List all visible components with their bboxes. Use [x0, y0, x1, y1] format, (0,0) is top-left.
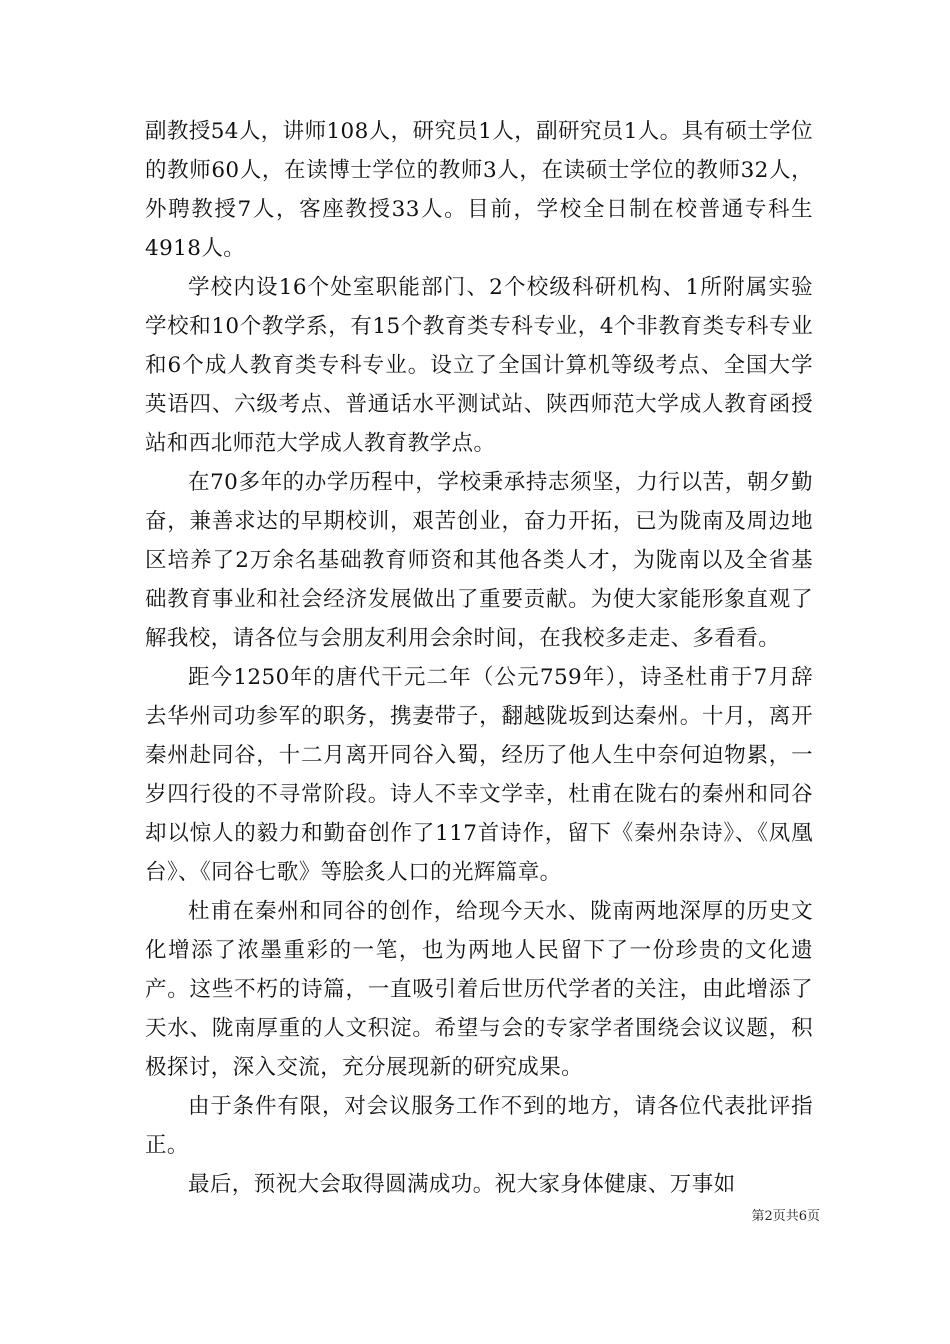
paragraph-history: 在70多年的办学历程中，学校秉承持志须坚，力行以苦，朝夕勤奋，兼善求达的早期校训，艰苦创业，奋力开拓，已为陇南及周边地区培养了2万余名基础教育师资和其他各类人才，为陇南以及全省基础教育事业和社会经济发展做出了重要贡献。为使大家能形象直观了解我校，请各位与会朋友利用会余时间，在我校多走走、多看看。 [145, 470, 813, 651]
paragraph-closing: 最后，预祝大会取得圆满成功。祝大家身体健康、万事如 [188, 1172, 736, 1197]
page-number-footer: 第2页共6页 [751, 1209, 820, 1224]
document-body [145, 112, 813, 1204]
paragraph-apology: 由于条件有限，对会议服务工作不到的地方，请各位代表批评指正。 [145, 1094, 813, 1158]
paragraph-faculty-stats: 副教授54人，讲师108人，研究员1人，副研究员1人。具有硕士学位的教师60人，在读博士学位的教师3人，在读硕士学位的教师32人，外聘教授7人，客座教授33人。目前，学校全日制在校普通专科生4918人。 [145, 119, 813, 261]
paragraph-departments: 学校内设16个处室职能部门、2个校级科研机构、1所附属实验学校和10个教学系，有15个教育类专科专业，4个非教育类专科专业和6个成人教育类专科专业。设立了全国计算机等级考点、全国大学英语四、六级考点、普通话水平测试站、陕西师范大学成人教育函授站和西北师范大学成人教育教学点。 [145, 275, 813, 456]
paragraph-cultural-heritage: 杜甫在秦州和同谷的创作，给现今天水、陇南两地深厚的历史文化增添了浓墨重彩的一笔，也为两地人民留下了一份珍贵的文化遗产。这些不朽的诗篇，一直吸引着后世历代学者的关注，由此增添了天水、陇南厚重的人文积淀。希望与会的专家学者围绕会议议题，积极探讨，深入交流，充分展现新的研究成果。 [145, 899, 813, 1080]
paragraph-du-fu: 距今1250年的唐代干元二年（公元759年），诗圣杜甫于7月辞去华州司功参军的职务，携妻带子，翻越陇坂到达秦州。十月，离开秦州赴同谷，十二月离开同谷入蜀，经历了他人生中奈何迫物累，一岁四行役的不寻常阶段。诗人不幸文学幸，杜甫在陇右的秦州和同谷却以惊人的毅力和勤奋创作了117首诗作，留下《秦州杂诗》、《凤凰台》、《同谷七歌》等脍炙人口的光辉篇章。 [145, 665, 813, 885]
